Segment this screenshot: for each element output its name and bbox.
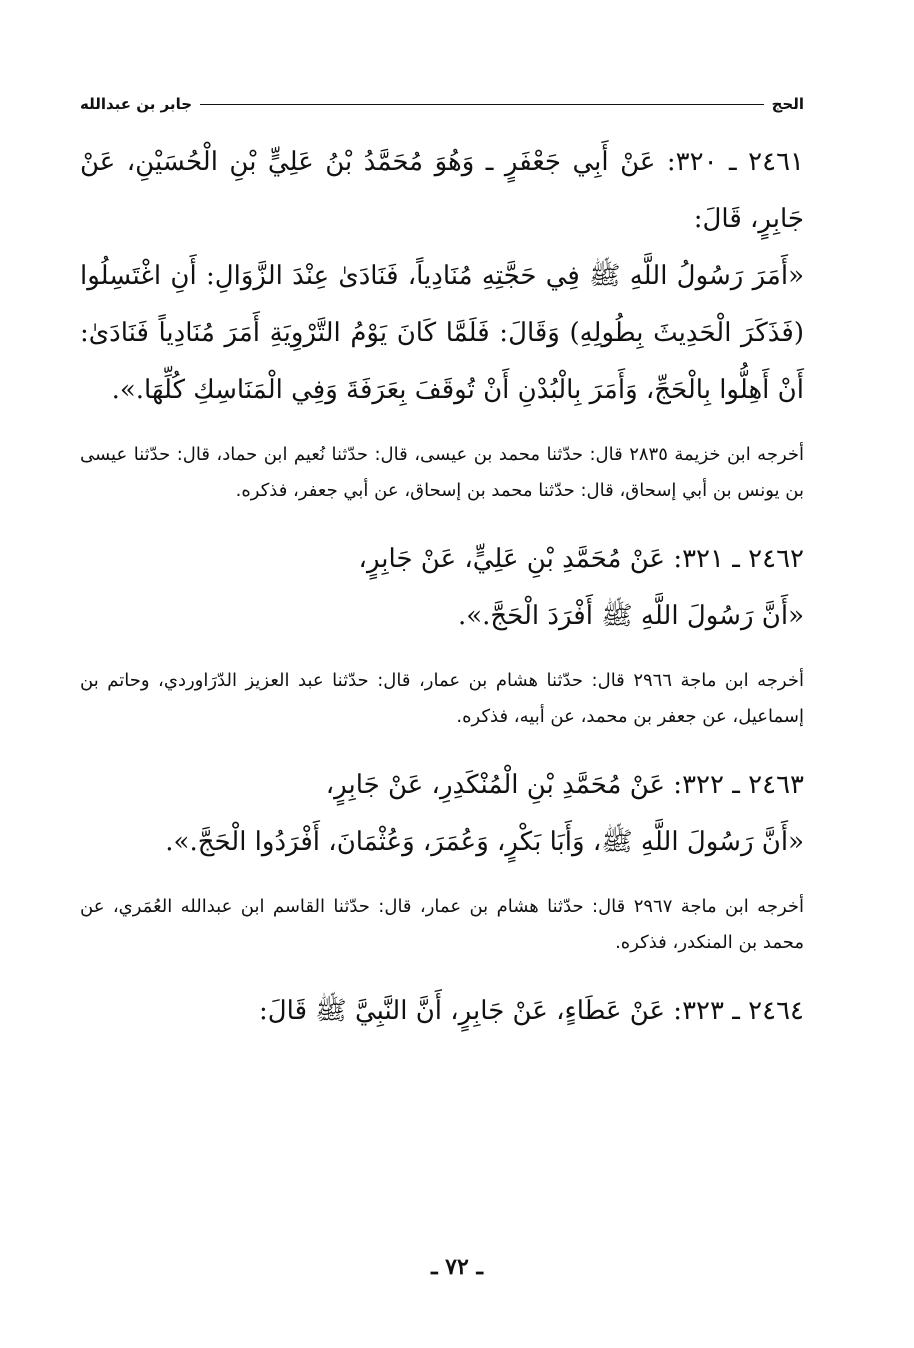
running-header: [80, 92, 804, 116]
hadith-2462-chain: ٢٤٦٢ ـ ٣٢١: عَنْ مُحَمَّدِ بْنِ عَلِيٍّ، عَنْ جَابِرٍ،: [358, 544, 804, 574]
hadith-2462-takhrij: أخرجه ابن ماجة ٢٩٦٦ قال: حدّثنا هشام بن عمار، قال: حدّثنا عبد العزيز الدّرَاوردي، وحاتم بن إسماعيل، عن جعفر بن محمد، عن أبيه، فذكره.: [80, 670, 804, 727]
page-body: [80, 134, 804, 1040]
header-chapter: الحج: [771, 95, 804, 113]
hadith-2461-takhrij: أخرجه ابن خزيمة ٢٨٣٥ قال: حدّثنا محمد بن عيسى، قال: حدّثنا نُعيم ابن حماد، قال: حدّثنا عيسى بن يونس بن أبي إسحاق، قال: حدّثنا محمد بن إسحاق، عن أبي جعفر، فذكره.: [80, 444, 805, 501]
hadith-2462-text: «أَنَّ رَسُولَ اللَّهِ ﷺ أَفْرَدَ الْحَجَّ.».: [457, 601, 804, 631]
hadith-2463-text: «أَنَّ رَسُولَ اللَّهِ ﷺ، وَأَبَا بَكْرٍ، وَعُمَرَ، وَعُثْمَانَ، أَفْرَدُوا الْحَجَّ.».: [165, 827, 804, 857]
hadith-2463-chain: ٢٤٦٣ ـ ٣٢٢: عَنْ مُحَمَّدِ بْنِ الْمُنْكَدِرِ، عَنْ جَابِرٍ،: [325, 770, 804, 800]
hadith-2463-takhrij: أخرجه ابن ماجة ٢٩٦٧ قال: حدّثنا هشام بن عمار، قال: حدّثنا القاسم ابن عبدالله العُمَري، عن محمد بن المنكدر، فذكره.: [80, 896, 805, 953]
hadith-2461-text: «أَمَرَ رَسُولُ اللَّهِ ﷺ فِي حَجَّتِهِ مُنَادِياً، فَنَادَىٰ عِنْدَ الزَّوَالِ: أَنِ اغْتَسِلُوا (فَذَكَرَ الْحَدِيثَ بِطُولِهِ) وَقَالَ: فَلَمَّا كَانَ يَوْمُ التَّرْوِيَةِ أَمَرَ مُنَادِياً فَنَادَىٰ: أَنْ أَهِلُّوا بِالْحَجِّ، وَأَمَرَ بِالْبُدْنِ أَنْ تُوقَفَ بِعَرَفَةَ وَفِي الْمَنَاسِكِ كُلِّهَا.».: [80, 261, 804, 405]
hadith-2461-chain: ٢٤٦١ ـ ٣٢٠: عَنْ أَبِي جَعْفَرٍ ـ وَهُوَ مُحَمَّدُ بْنُ عَلِيٍّ بْنِ الْحُسَيْنِ، عَنْ جَابِرٍ، قَالَ:: [80, 147, 804, 234]
hadith-2464-chain: ٢٤٦٤ ـ ٣٢٣: عَنْ عَطَاءٍ، عَنْ جَابِرٍ، أَنَّ النَّبِيَّ ﷺ قَالَ:: [259, 996, 804, 1026]
page-number: ـ ٧٢ ـ: [431, 1254, 483, 1280]
header-narrator: جابر بن عبدالله: [80, 95, 193, 113]
header-rule: [200, 104, 764, 105]
